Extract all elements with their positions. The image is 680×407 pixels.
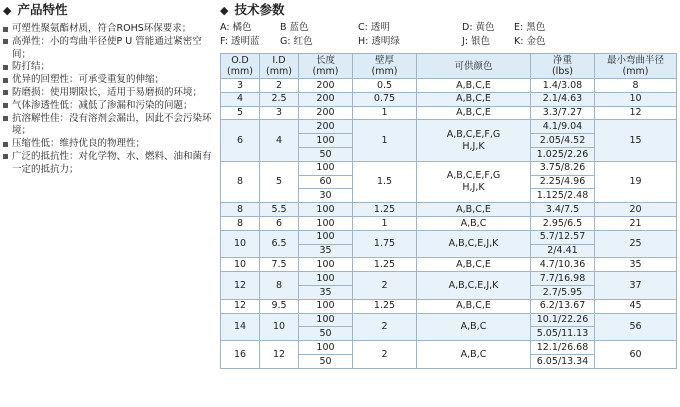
length-cell: 100 [299, 203, 353, 217]
id-cell: 12 [260, 341, 299, 369]
colors-cell: A,B,C,E [417, 79, 531, 93]
specs-panel [220, 2, 678, 369]
column-header: 壁厚 (mm) [353, 54, 417, 79]
square-bullet-icon [3, 65, 8, 70]
diamond-icon: ◆ [220, 4, 229, 17]
feature-item: 压缩性低：维持优良的物理性； [3, 138, 215, 151]
length-cell: 100 [299, 313, 353, 327]
od-cell: 10 [221, 230, 260, 258]
features-title: 产品特性 [17, 2, 68, 17]
colors-cell: A,B,C,E,F,G H,J,K [417, 120, 531, 161]
weight-cell: 2.95/6.5 [531, 216, 595, 230]
id-cell: 6 [260, 216, 299, 230]
features-panel [3, 2, 215, 177]
color-code: J: 银色 [462, 36, 491, 47]
wall-cell: 0.75 [353, 92, 417, 106]
feature-item: 优异的回塑性：可承受重复的伸缩； [3, 74, 215, 87]
table-row [221, 120, 677, 134]
length-cell: 100 [299, 272, 353, 286]
square-bullet-icon [3, 90, 8, 95]
weight-cell: 3.3/7.27 [531, 106, 595, 120]
id-cell: 2.5 [260, 92, 299, 106]
id-cell: 7.5 [260, 258, 299, 272]
colors-cell: A,B,C [417, 341, 531, 369]
id-cell: 6.5 [260, 230, 299, 258]
bend-radius-cell: 21 [595, 216, 677, 230]
features-list [3, 23, 215, 177]
table-row [221, 79, 677, 93]
table-row [221, 341, 677, 355]
spec-table [220, 53, 677, 369]
wall-cell: 1.25 [353, 299, 417, 313]
weight-cell: 1.4/3.08 [531, 79, 595, 93]
wall-cell: 2 [353, 313, 417, 341]
id-cell: 3 [260, 106, 299, 120]
table-row [221, 92, 677, 106]
od-cell: 6 [221, 120, 260, 161]
color-code: D: 黄色 [462, 22, 495, 33]
od-cell: 8 [221, 216, 260, 230]
od-cell: 12 [221, 272, 260, 300]
table-row [221, 272, 677, 286]
feature-item: 广泛的抵抗性：对化学物、水、燃料、油和菌有一定的抵抗力； [3, 151, 215, 177]
color-code: F: 透明蓝 [220, 36, 260, 47]
id-cell: 10 [260, 313, 299, 341]
weight-cell: 7.7/16.98 [531, 272, 595, 286]
od-cell: 8 [221, 161, 260, 202]
colors-cell: A,B,C,E [417, 92, 531, 106]
od-cell: 14 [221, 313, 260, 341]
color-code: C: 透明 [358, 22, 390, 33]
square-bullet-icon [3, 116, 8, 121]
color-code: G: 红色 [280, 36, 313, 47]
feature-item: 抗溶解性佳：没有溶剂会漏出，因此不会污染环境； [3, 113, 215, 139]
column-header: O.D (mm) [221, 54, 260, 79]
column-header: I.D (mm) [260, 54, 299, 79]
color-code: B 蓝色 [280, 22, 309, 33]
colors-cell: A,B,C,E,F,G H,J,K [417, 161, 531, 202]
length-cell: 200 [299, 106, 353, 120]
length-cell: 50 [299, 327, 353, 341]
color-code-row [220, 35, 678, 49]
wall-cell: 1 [353, 106, 417, 120]
length-cell: 35 [299, 285, 353, 299]
column-header: 长度 (mm) [299, 54, 353, 79]
length-cell: 100 [299, 216, 353, 230]
bend-radius-cell: 15 [595, 120, 677, 161]
weight-cell: 3.75/8.26 [531, 161, 595, 175]
table-header-row [221, 54, 677, 79]
length-cell: 100 [299, 134, 353, 148]
od-cell: 16 [221, 341, 260, 369]
table-row [221, 230, 677, 244]
table-row [221, 203, 677, 217]
id-cell: 8 [260, 272, 299, 300]
bend-radius-cell: 20 [595, 203, 677, 217]
weight-cell: 4.1/9.04 [531, 120, 595, 134]
weight-cell: 6.2/13.67 [531, 299, 595, 313]
id-cell: 9.5 [260, 299, 299, 313]
length-cell: 200 [299, 92, 353, 106]
bend-radius-cell: 25 [595, 230, 677, 258]
weight-cell: 2.05/4.52 [531, 134, 595, 148]
id-cell: 5 [260, 161, 299, 202]
length-cell: 50 [299, 354, 353, 368]
weight-cell: 5.05/11.13 [531, 327, 595, 341]
square-bullet-icon [3, 142, 8, 147]
square-bullet-icon [3, 27, 8, 32]
colors-cell: A,B,C,E [417, 106, 531, 120]
table-row [221, 216, 677, 230]
wall-cell: 1.25 [353, 203, 417, 217]
features-heading [3, 2, 215, 18]
specs-title: 技术参数 [234, 2, 285, 17]
color-code: A: 橘色 [220, 22, 252, 33]
column-header: 净重 (lbs) [531, 54, 595, 79]
weight-cell: 12.1/26.68 [531, 341, 595, 355]
specs-heading [220, 2, 678, 18]
bend-radius-cell: 8 [595, 79, 677, 93]
weight-cell: 4.7/10.36 [531, 258, 595, 272]
length-cell: 50 [299, 147, 353, 161]
table-row [221, 106, 677, 120]
weight-cell: 2.1/4.63 [531, 92, 595, 106]
length-cell: 200 [299, 120, 353, 134]
color-code: H: 透明绿 [358, 36, 400, 47]
od-cell: 5 [221, 106, 260, 120]
colors-cell: A,B,C [417, 216, 531, 230]
bend-radius-cell: 10 [595, 92, 677, 106]
weight-cell: 2.25/4.96 [531, 175, 595, 189]
colors-cell: A,B,C,E,J,K [417, 272, 531, 300]
table-row [221, 313, 677, 327]
length-cell: 100 [299, 341, 353, 355]
weight-cell: 1.025/2.26 [531, 147, 595, 161]
length-cell: 100 [299, 230, 353, 244]
square-bullet-icon [3, 78, 8, 83]
bend-radius-cell: 37 [595, 272, 677, 300]
od-cell: 4 [221, 92, 260, 106]
diamond-icon: ◆ [3, 4, 12, 17]
wall-cell: 1.5 [353, 161, 417, 202]
length-cell: 30 [299, 189, 353, 203]
id-cell: 2 [260, 79, 299, 93]
wall-cell: 2 [353, 272, 417, 300]
column-header: 最小弯曲半径 (mm) [595, 54, 677, 79]
bend-radius-cell: 12 [595, 106, 677, 120]
bend-radius-cell: 35 [595, 258, 677, 272]
od-cell: 8 [221, 203, 260, 217]
table-row [221, 299, 677, 313]
feature-item: 气体渗透性低：减低了渗漏和污染的问题； [3, 100, 215, 113]
square-bullet-icon [3, 103, 8, 108]
feature-item: 高弹性：小的弯曲半径使P U 管能通过紧密空间； [3, 36, 215, 62]
table-row [221, 258, 677, 272]
feature-item: 防打结； [3, 61, 215, 74]
square-bullet-icon [3, 39, 8, 44]
colors-cell: A,B,C,E [417, 203, 531, 217]
feature-item: 可塑性聚氨酯材质，符合ROHS环保要求； [3, 23, 215, 36]
weight-cell: 2/4.41 [531, 244, 595, 258]
id-cell: 5.5 [260, 203, 299, 217]
wall-cell: 1 [353, 216, 417, 230]
length-cell: 100 [299, 299, 353, 313]
feature-item: 防磨损：使用期限长，适用于易磨损的环境； [3, 87, 215, 100]
od-cell: 3 [221, 79, 260, 93]
weight-cell: 2.7/5.95 [531, 285, 595, 299]
weight-cell: 10.1/22.26 [531, 313, 595, 327]
color-code-legend [220, 21, 678, 49]
colors-cell: A,B,C,E,J,K [417, 230, 531, 258]
square-bullet-icon [3, 154, 8, 159]
table-row [221, 161, 677, 175]
color-code-row [220, 21, 678, 35]
weight-cell: 3.4/7.5 [531, 203, 595, 217]
wall-cell: 1.25 [353, 258, 417, 272]
od-cell: 10 [221, 258, 260, 272]
length-cell: 200 [299, 79, 353, 93]
length-cell: 100 [299, 258, 353, 272]
bend-radius-cell: 60 [595, 341, 677, 369]
color-code: K: 金色 [514, 36, 546, 47]
weight-cell: 1.125/2.48 [531, 189, 595, 203]
weight-cell: 6.05/13.34 [531, 354, 595, 368]
weight-cell: 5.7/12.57 [531, 230, 595, 244]
column-header: 可供颜色 [417, 54, 531, 79]
colors-cell: A,B,C,E [417, 299, 531, 313]
bend-radius-cell: 19 [595, 161, 677, 202]
wall-cell: 1 [353, 120, 417, 161]
wall-cell: 1.75 [353, 230, 417, 258]
length-cell: 35 [299, 244, 353, 258]
bend-radius-cell: 56 [595, 313, 677, 341]
wall-cell: 0.5 [353, 79, 417, 93]
length-cell: 60 [299, 175, 353, 189]
bend-radius-cell: 45 [595, 299, 677, 313]
colors-cell: A,B,C [417, 313, 531, 341]
id-cell: 4 [260, 120, 299, 161]
color-code: E: 黑色 [514, 22, 546, 33]
length-cell: 100 [299, 161, 353, 175]
colors-cell: A,B,C,E [417, 258, 531, 272]
od-cell: 12 [221, 299, 260, 313]
wall-cell: 2 [353, 341, 417, 369]
